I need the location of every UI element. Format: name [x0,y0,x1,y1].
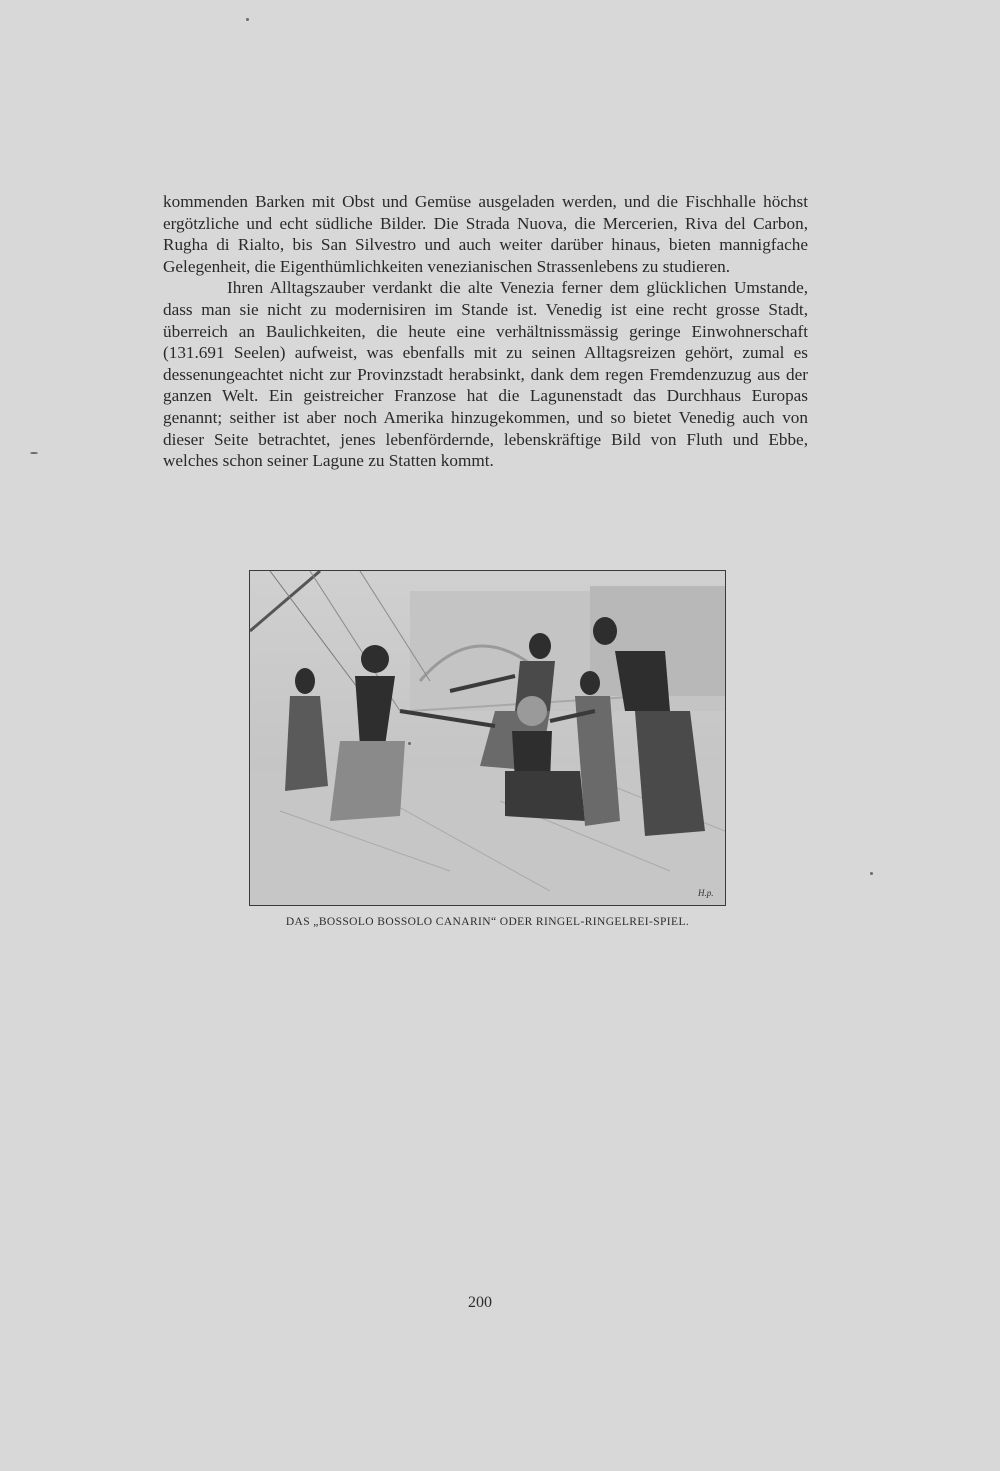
engraving-illustration [249,570,726,906]
figure-caption: DAS „BOSSOLO BOSSOLO CANARIN“ ODER RINGEL-RINGELREI-SPIEL. [285,916,690,928]
paragraph-1: kommenden Barken mit Obst und Gemüse ausgeladen werden, und die Fischhalle höchst ergötzliche und echt südliche Bilder. Die Strada Nuova, die Mercerien, Riva del Carbon, Rugha di Rialto, bis San Silvestro und auch weiter darüber hinaus, bieten mannigfache Gelegenheit, die Eigenthümlichkeiten venezianischen Strassenlebens zu studieren. [163,192,808,276]
paragraph-2: Ihren Alltagszauber verdankt die alte Venezia ferner dem glücklichen Umstande, dass man sie nicht zu modernisiren im Stande ist. Venedig ist eine recht grosse Stadt, überreich an Baulichkeiten, die heute eine verhältnissmässig geringe Einwohnerschaft (131.691 Seelen) aufweist, was ebenfalls mit zu seinen Alltagsreizen gehört, zumal es dessenungeachtet nicht zur Provinzstadt herabsinkt, dank dem regen Fremdenzuzug aus der ganzen Welt. Ein geistreicher Franzose hat die Lagunenstadt das Durchhaus Europas genannt; seither ist aber noch Amerika hinzugekommen, und so bietet Venedig auch von dieser Seite betrachtet, jenes lebenfördernde, lebenskräftige Bild von Fluth und Ebbe, welches schon seiner Lagune zu Statten kommt. [163,278,808,471]
artist-signature: H.p. [698,888,714,898]
children-dancing-illustration [250,571,725,905]
paper-speck [870,872,873,875]
paper-speck [30,452,38,454]
paper-speck [246,18,249,21]
paper-speck [408,742,411,745]
page-number: 200 [468,1294,492,1311]
body-text [163,191,808,472]
